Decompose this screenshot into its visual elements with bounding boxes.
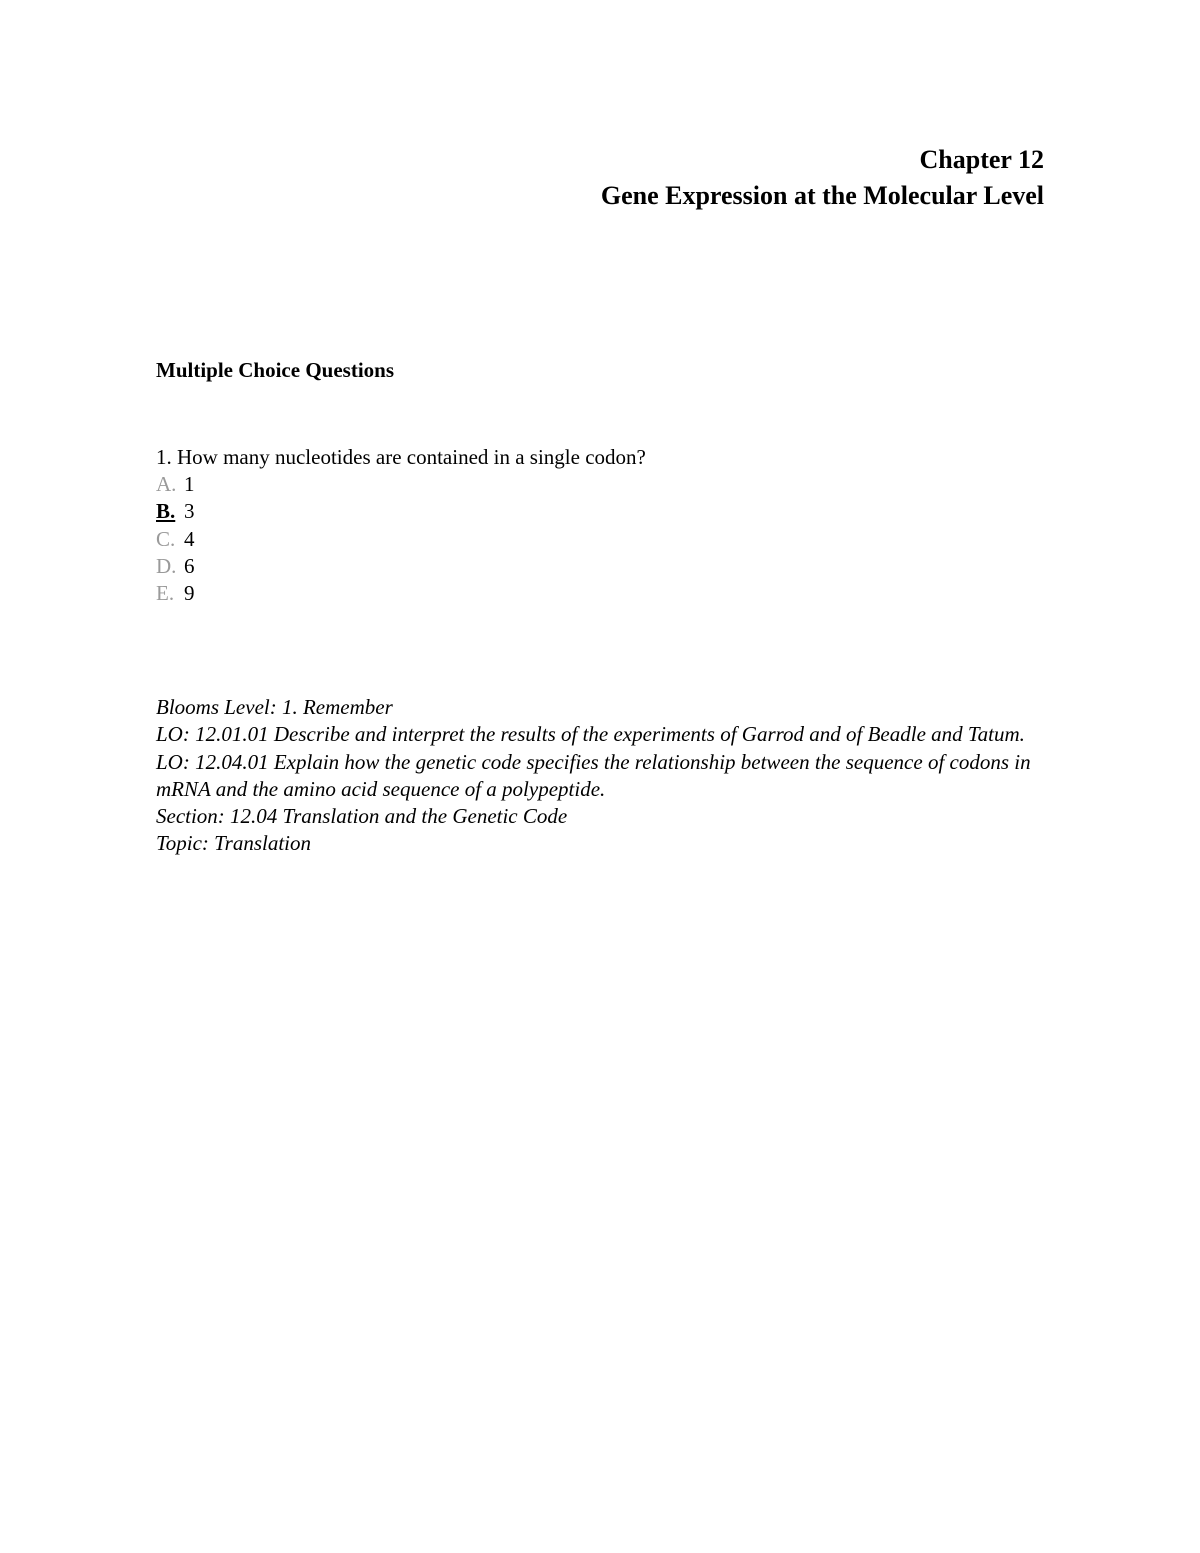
option-letter-correct: B. bbox=[156, 499, 176, 524]
option-letter: D. bbox=[156, 553, 177, 578]
question-1 bbox=[156, 444, 646, 607]
option-text: 9 bbox=[184, 581, 195, 606]
option-text: 4 bbox=[184, 526, 195, 551]
question-metadata bbox=[156, 694, 1056, 858]
learning-objective-1: LO: 12.01.01 Describe and interpret the results of the experiments of Garrod and of Beadle and Tatum. bbox=[156, 722, 1025, 747]
option-letter: A. bbox=[156, 472, 177, 497]
option-b bbox=[156, 498, 646, 525]
chapter-heading bbox=[601, 142, 1044, 214]
option-text: 3 bbox=[184, 499, 195, 524]
question-stem bbox=[156, 444, 646, 471]
option-c bbox=[156, 526, 646, 553]
section-reference: Section: 12.04 Translation and the Genetic Code bbox=[156, 804, 568, 829]
chapter-number: Chapter 12 bbox=[919, 145, 1044, 174]
option-letter: C. bbox=[156, 526, 176, 551]
learning-objective-2: LO: 12.04.01 Explain how the genetic code specifies the relationship between the sequence of codons in mRNA and the amino acid sequence of a polypeptide. bbox=[156, 749, 1031, 801]
option-letter: E. bbox=[156, 581, 175, 606]
option-a bbox=[156, 471, 646, 498]
option-e bbox=[156, 580, 646, 607]
question-number: 1. bbox=[156, 445, 172, 469]
chapter-title: Gene Expression at the Molecular Level bbox=[600, 181, 1044, 210]
option-text: 1 bbox=[184, 472, 195, 497]
option-d bbox=[156, 553, 646, 580]
section-heading: Multiple Choice Questions bbox=[156, 358, 395, 382]
option-text: 6 bbox=[184, 553, 195, 578]
blooms-level: Blooms Level: 1. Remember bbox=[156, 695, 393, 719]
topic: Topic: Translation bbox=[156, 831, 312, 856]
question-text: How many nucleotides are contained in a single codon? bbox=[177, 445, 646, 469]
